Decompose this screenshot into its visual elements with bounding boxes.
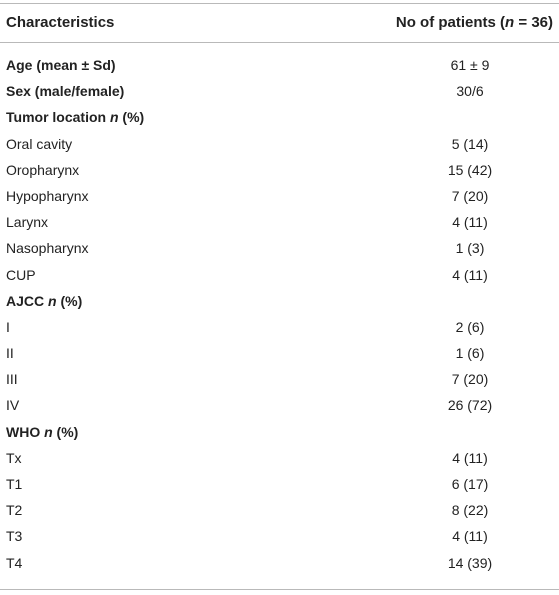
row-label [6, 345, 14, 361]
table-section-row [0, 81, 559, 107]
row-label-n: n [44, 423, 53, 440]
table-section-row [0, 422, 559, 448]
row-label [6, 424, 78, 440]
row-label-text: WHO [6, 423, 45, 440]
table-section-row [0, 107, 559, 133]
row-value: 6 (17) [451, 476, 489, 492]
row-label-tail: (%) [118, 109, 145, 126]
table-header [0, 3, 559, 42]
row-label-text: Nasopharynx [6, 240, 89, 257]
table-row [0, 369, 559, 395]
row-label-text: T4 [6, 554, 23, 571]
table-section-row [0, 55, 559, 81]
row-value: 61 ± 9 [450, 57, 490, 73]
row-value: 7 (20) [451, 371, 489, 388]
row-label [6, 397, 19, 413]
row-label-text: T3 [6, 528, 23, 545]
row-label-text: CUP [6, 266, 36, 283]
row-label [6, 136, 72, 152]
row-value: 14 (39) [447, 554, 493, 571]
table-row [0, 500, 559, 526]
row-label-text: IV [6, 397, 20, 414]
row-label [6, 162, 79, 178]
row-label [6, 450, 22, 466]
header-patients [396, 14, 553, 31]
row-value: 1 (6) [455, 345, 485, 362]
row-label-text: T1 [6, 476, 23, 492]
row-label-text: Oropharynx [6, 161, 80, 178]
row-label-text: II [6, 345, 14, 362]
row-label [6, 214, 48, 230]
table-row [0, 160, 559, 186]
header-characteristics: Characteristics [6, 14, 115, 31]
row-label-text: Tumor location [6, 109, 110, 126]
row-label [6, 476, 22, 492]
row-label-text: I [6, 318, 10, 335]
row-value: 2 (6) [455, 318, 485, 335]
row-label [6, 188, 89, 204]
table-row [0, 186, 559, 212]
row-label [6, 371, 18, 387]
row-label-tail: (%) [52, 423, 79, 440]
row-value: 5 (14) [451, 135, 489, 152]
row-value: 8 (22) [451, 502, 489, 519]
row-label [6, 109, 144, 125]
table-row [0, 395, 559, 421]
table-row [0, 134, 559, 160]
row-label-text: Sex (male/female) [6, 83, 125, 100]
row-label [6, 528, 22, 544]
bottom-rule [0, 589, 559, 590]
row-value: 1 (3) [455, 240, 485, 257]
row-label [6, 240, 89, 256]
row-label-text: Larynx [6, 214, 49, 231]
table-row [0, 448, 559, 474]
row-value: 4 (11) [452, 528, 488, 545]
row-value: 4 (11) [452, 266, 488, 283]
header-rule [0, 42, 559, 43]
row-label-text: Tx [6, 449, 22, 466]
table-row [0, 265, 559, 291]
table-body [0, 55, 559, 579]
row-value: 26 (72) [447, 397, 493, 414]
row-value: 4 (11) [452, 214, 488, 231]
table-row [0, 238, 559, 264]
row-label [6, 555, 22, 571]
table-row [0, 474, 559, 500]
row-label-text: T2 [6, 502, 23, 519]
table-section-row [0, 291, 559, 317]
row-label [6, 293, 82, 309]
row-label-n: n [109, 109, 119, 126]
table-row [0, 212, 559, 238]
table-row [0, 317, 559, 343]
row-value: 4 (11) [452, 449, 488, 466]
row-label-text: AJCC [6, 292, 49, 309]
table-row [0, 553, 559, 579]
row-label-text: Age (mean ± Sd) [6, 57, 116, 73]
row-label-text: Oral cavity [6, 135, 73, 152]
row-label-text: Hypopharynx [6, 187, 89, 204]
row-label-text: III [6, 371, 18, 388]
header-patients-n: n [505, 14, 515, 31]
table-row [0, 343, 559, 369]
row-label-tail: (%) [56, 292, 83, 309]
row-label [6, 57, 116, 73]
row-label [6, 267, 36, 283]
header-patients-prefix: No of patients ( [395, 14, 506, 31]
row-value: 15 (42) [447, 161, 493, 178]
row-label [6, 83, 124, 99]
header-patients-suffix: = 36) [514, 14, 553, 31]
row-label [6, 502, 22, 518]
table-row [0, 526, 559, 552]
row-label-n: n [48, 292, 57, 309]
row-value: 7 (20) [451, 187, 489, 204]
row-value: 30/6 [456, 83, 484, 100]
row-label [6, 319, 10, 335]
